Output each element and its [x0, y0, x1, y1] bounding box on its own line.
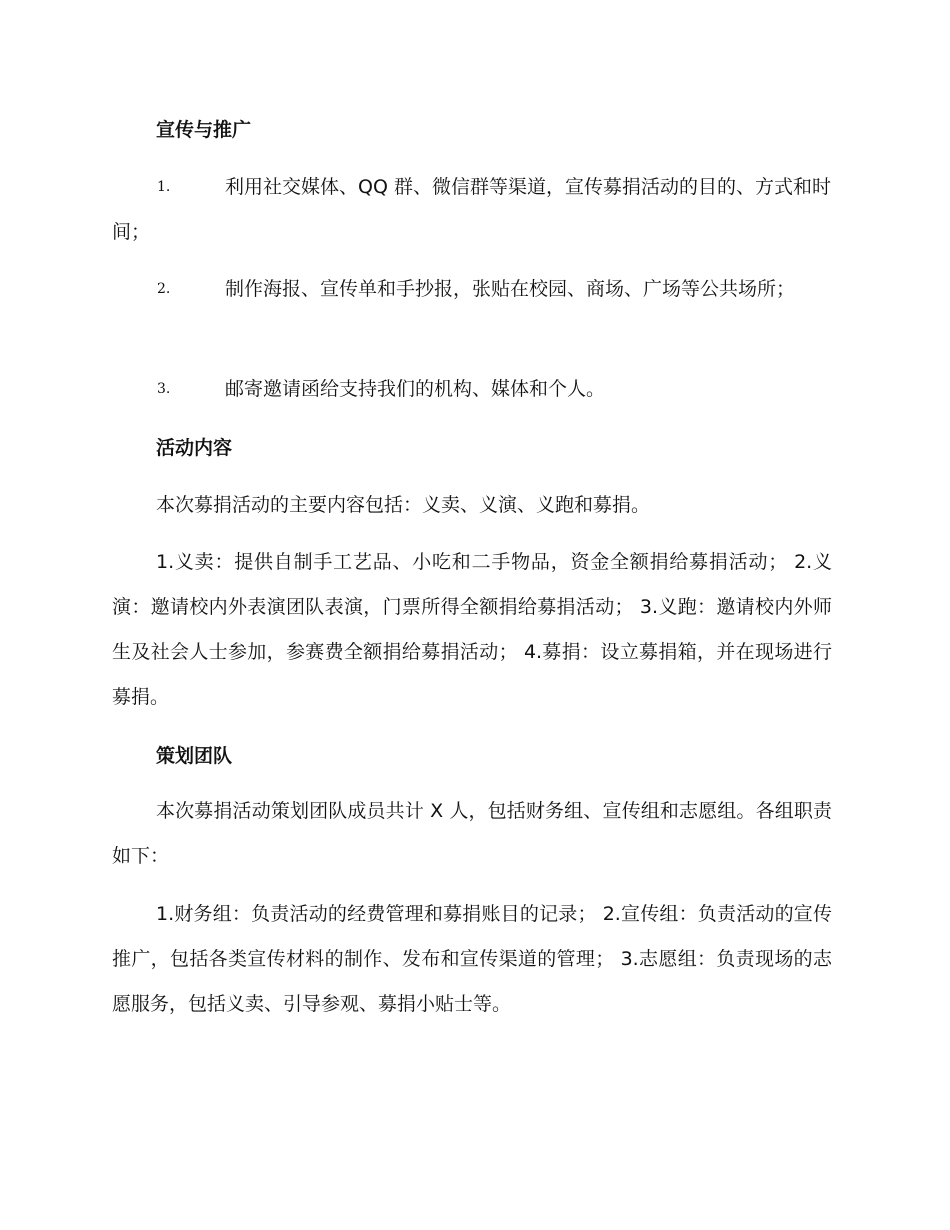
section-heading-activities: 活动内容 [156, 437, 233, 459]
team-duties-paragraph: 1.财务组：负责活动的经费管理和募捐账目的记录； 2.宣传组：负责活动的宣传推广，包括各类宣传材料的制作、发布和宣传渠道的管理； 3.志愿组：负责现场的志愿服务，包括义卖、引导参观、募捐小贴士等。 [112, 903, 832, 1015]
section-heading-promotion: 宣传与推广 [156, 119, 252, 141]
promotion-item-2 [112, 267, 832, 312]
section-heading-team: 策划团队 [156, 745, 233, 767]
list-number: 1. [157, 179, 171, 195]
activities-detail-paragraph: 1.义卖：提供自制手工艺品、小吃和二手物品，资金全额捐给募捐活动； 2.义演：邀请校内外表演团队表演，门票所得全额捐给募捐活动； 3.义跑：邀请校内外师生及社会人士参加，参赛费全额捐给募捐活动； 4.募捐：设立募捐箱，并在现场进行募捐。 [112, 551, 832, 708]
list-number: 3. [157, 381, 171, 397]
team-intro-paragraph: 本次募捐活动策划团队成员共计 X 人，包括财务组、宣传组和志愿组。各组职责如下： [112, 800, 832, 867]
promotion-item-1 [112, 165, 832, 255]
activities-intro-paragraph: 本次募捐活动的主要内容包括：义卖、义演、义跑和募捐。 [156, 494, 651, 516]
promotion-item-3 [112, 367, 832, 412]
list-item-text: 制作海报、宣传单和手抄报，张贴在校园、商场、广场等公共场所； [225, 278, 796, 300]
list-item-text: 邮寄邀请函给支持我们的机构、媒体和个人。 [225, 378, 606, 400]
list-item-text: 利用社交媒体、QQ 群、微信群等渠道，宣传募捐活动的目的、方式和时间； [112, 176, 831, 243]
list-number: 2. [157, 281, 171, 297]
